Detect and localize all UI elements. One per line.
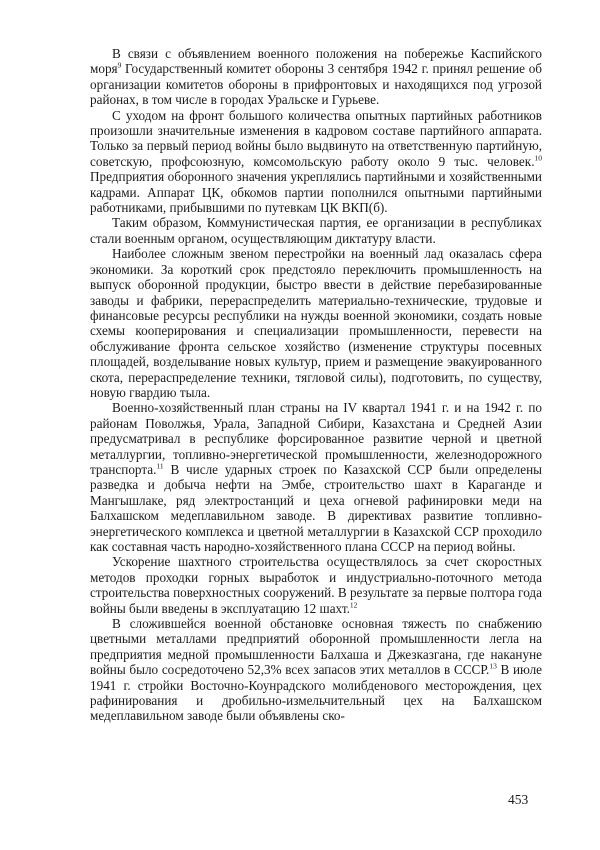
paragraph-7: В сложившейся военной обстановке основная тяжесть по снабжению цветными металлами предприятий оборонной промышленности легла на предприятия медной промышленности Балхаша и Джезказгана, где накануне войны было сосредоточено 52,3% всех запасов этих металлов в СССР.$^{13}$ В июле 1941 г. стройки Восточно-Коунрадского молибденового месторождения, цех рафинирования и дробильно-измельчительный цех на Балхашском медеплавильном заводе были объявлены ско- <box>90 616 543 724</box>
paragraph-1: В связи с объявлением военного положения на побережье Каспийского моря$^9$ Государственный комитет обороны 3 сентября 1942 г. принял решение об организации комитетов обороны в прифронтовых и находящихся под угрозой районах, в том числе в городах Уральске и Гурьеве. <box>90 46 542 108</box>
paragraph-4: Наиболее сложным звеном перестройки на военный лад оказалась сфера экономики. За короткий срок предстояло переключить промышленность на выпуск оборонной продукции, быстро ввести в действие перебазированные заводы и фабрики, перераспределить материально-технические, трудовые и финансовые ресурсы республики на нужды военной экономики, создать новые схемы кооперирования и специализации промышленности, перевести на обслуживание фронта сельское хозяйство (изменение структуры посевных площадей, возделывание новых культур, прием и размещение эвакуированного скота, перераспределение техники, тягловой силы), подготовить, по существу, новую гвардию тыла. <box>90 246 542 400</box>
paragraph-5: Военно-хозяйственный план страны на IV квартал 1941 г. и на 1942 г. по районам Поволжья, Урала, Западной Сибири, Казахстана и Средней Азии предусматривал в республике форсированное развитие черной и цветной металлургии, топливно-энергетической промышленности, железнодорожного транспорта.$^{11}$ В числе ударных строек по Казахской ССР были определены разведка и добыча нефти на Эмбе, строительство шахт в Караганде и Мангышлаке, ряд электростанций и цеха огневой рафинировки меди на Балхашском медеплавильном заводе. В директивах развитие топливно-энергетического комплекса и цветной металлургии в Казахской ССР проходило как составная часть народно-хозяйственного плана СССР на период войны. <box>90 400 542 554</box>
footnote-ref-11: 11 <box>156 461 164 471</box>
footnote-ref-12: 12 <box>349 600 358 610</box>
page-number: 453 <box>508 792 529 807</box>
paragraph-6: Ускорение шахтного строительства осуществлялось за счет скоростных методов проходки горных выработок и индустриально-поточного метода строительства поверхностных сооружений. В результате за первые полтора года войны были введены в эксплуатацию 12 шахт.$^{12}$ <box>90 554 542 616</box>
body-text <box>90 46 542 724</box>
footnote-ref-10: 10 <box>534 153 542 163</box>
paragraph-3: Таким образом, Коммунистическая партия, ее организации в республиках стали военным органом, осуществляющим диктатуру власти. <box>90 215 542 246</box>
footnote-ref-9: 9 <box>117 61 122 71</box>
footnote-ref-13: 13 <box>489 661 497 671</box>
paragraph-2: С уходом на фронт большого количества опытных партийных работников произошли значительные изменения в кадровом составе партийного аппарата. Только за первый период войны было выдвинуто на ответственную партийную, советскую, профсоюзную, комсомольскую работу около 9 тыс. человек.$^{10}$ Предприятия оборонного значения укреплялись партийными и хозяйственными кадрами. Аппарат ЦК, обкомов партии пополнился опытными партийными работниками, прибывшими по путевкам ЦК ВКП(б). <box>90 107 542 216</box>
